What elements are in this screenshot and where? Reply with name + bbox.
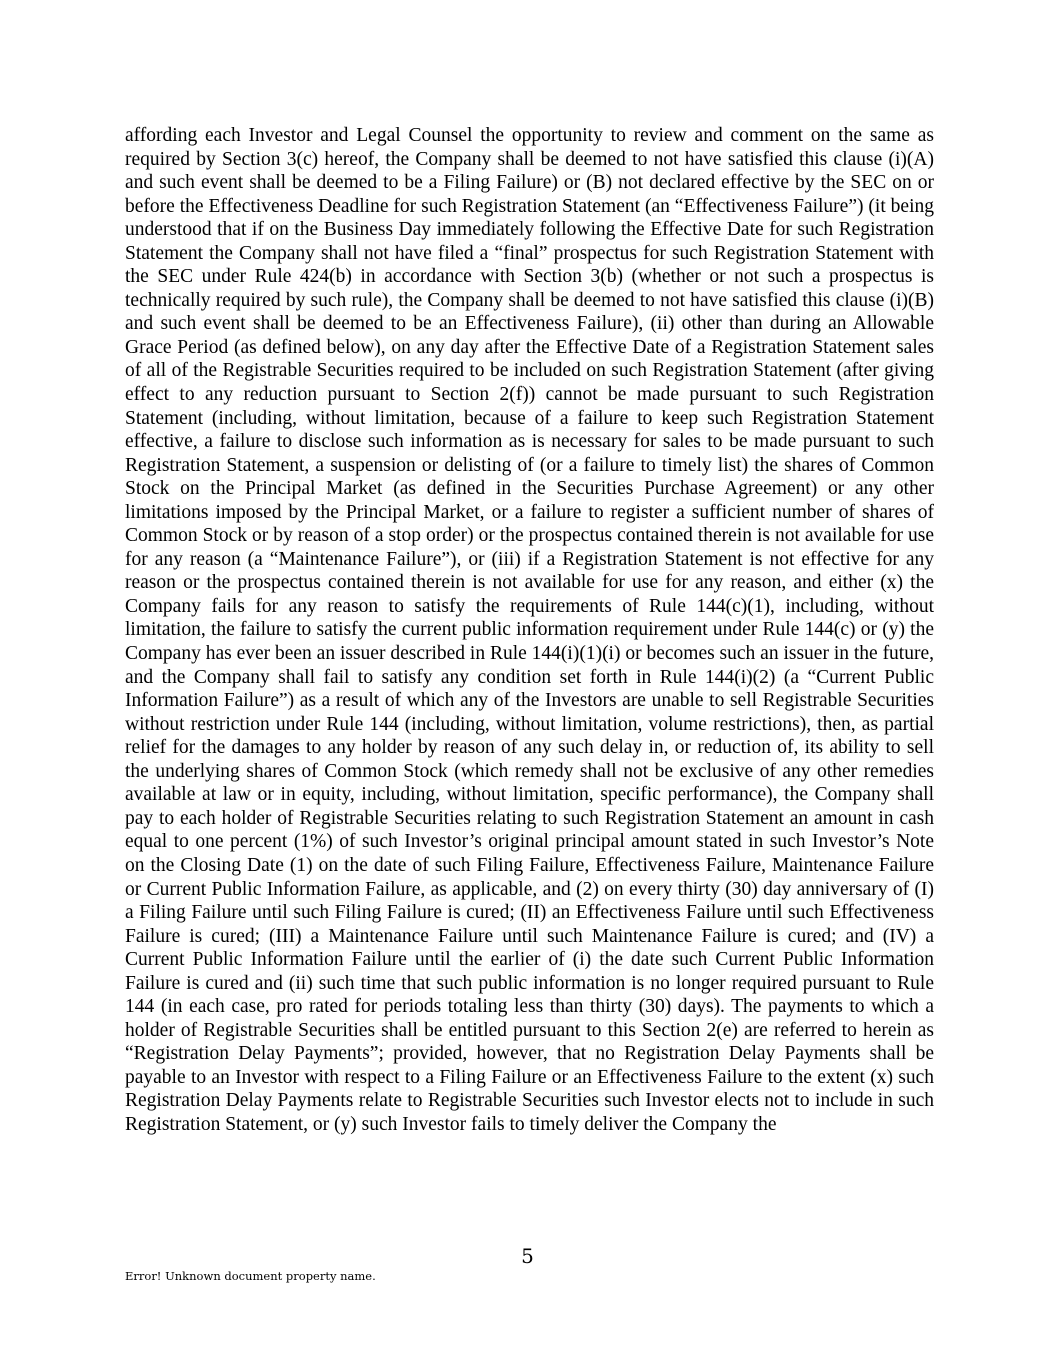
body-paragraph: affording each Investor and Legal Counsel the opportunity to review and comment on the same as required by Section 3(c) hereof, the Company shall be deemed to not have satisfied this clause (i)(A) and such event shall be deemed to be a Filing Failure) or (B) not declared effective by the SEC on or before the Effectiveness Deadline for such Registration Statement (an “Effectiveness Failure”) (it being understood that if on the Business Day immediately following the Effective Date for such Registration Statement the Company shall not have filed a “final” prospectus for such Registration Statement with the SEC under Rule 424(b) in accordance with Section 3(b) (whether or not such a prospectus is technically required by such rule), the Company shall be deemed to not have satisfied this clause (i)(B) and such event shall be deemed to be an Effectiveness Failure), (ii) other than during an Allowable Grace Period (as defined below), on any day after the Effective Date of a Registration Statement sales of all of the Registrable Securities required to be included on such Registration Statement (after giving effect to any reduction pursuant to Section 2(f)) cannot be made pursuant to such Registration Statement (including, without limitation, because of a failure to keep such Registration Statement effective, a failure to disclose such information as is necessary for sales to be made pursuant to such Registration Statement, a suspension or delisting of (or a failure to timely list) the shares of Common Stock on the Principal Market (as defined in the Securities Purchase Agreement) or any other limitations imposed by the Principal Market, or a failure to register a sufficient number of shares of Common Stock or by reason of a stop order) or the prospectus contained therein is not available for use for any reason (a “Maintenance Failure”), or (iii) if a Registration Statement is not effective for any reason or the prospectus contained therein is not available for use for any reason, and either (x) the Company fails for any reason to satisfy the requirements of Rule 144(c)(1), including, without limitation, the failure to satisfy the current public information requirement under Rule 144(c) or (y) the Company has ever been an issuer described in Rule 144(i)(1)(i) or becomes such an issuer in the future, and the Company shall fail to satisfy any condition set forth in Rule 144(i)(2) (a “Current Public Information Failure”) as a result of which any of the Investors are unable to sell Registrable Securities without restriction under Rule 144 (including, without limitation, volume restrictions), then, as partial relief for the damages to any holder by reason of any such delay in, or reduction of, its ability to sell the underlying shares of Common Stock (which remedy shall not be exclusive of any other remedies available at law or in equity, including, without limitation, specific performance), the Company shall pay to each holder of Registrable Securities relating to such Registration Statement an amount in cash equal to one percent (1%) of such Investor’s original principal amount stated in such Investor’s Note on the Closing Date (1) on the date of such Filing Failure, Effectiveness Failure, Maintenance Failure or Current Public Information Failure, as applicable, and (2) on every thirty (30) day anniversary of (I) a Filing Failure until such Filing Failure is cured; (II) an Effectiveness Failure until such Effectiveness Failure is cured; (III) a Maintenance Failure until such Maintenance Failure is cured; and (IV) a Current Public Information Failure until the earlier of (i) the date such Current Public Information Failure is cured and (ii) such time that such public information is no longer required pursuant to Rule 144 (in each case, pro rated for periods totaling less than thirty (30) days). The payments to which a holder of Registrable Securities shall be entitled pursuant to this Section 2(e) are referred to herein as “Registration Delay Payments”; provided, however, that no Registration Delay Payments shall be payable to an Investor with respect to a Filing Failure or an Effectiveness Failure to the extent (x) such Registration Delay Payments relate to Registrable Securities such Investor elects not to include in such Registration Statement, or (y) such Investor fails to timely deliver the Company the xyxy=(125,125,935,1135)
footer-text: Error! Unknown document property name. xyxy=(125,1269,376,1283)
page-number: 5 xyxy=(521,1244,534,1268)
